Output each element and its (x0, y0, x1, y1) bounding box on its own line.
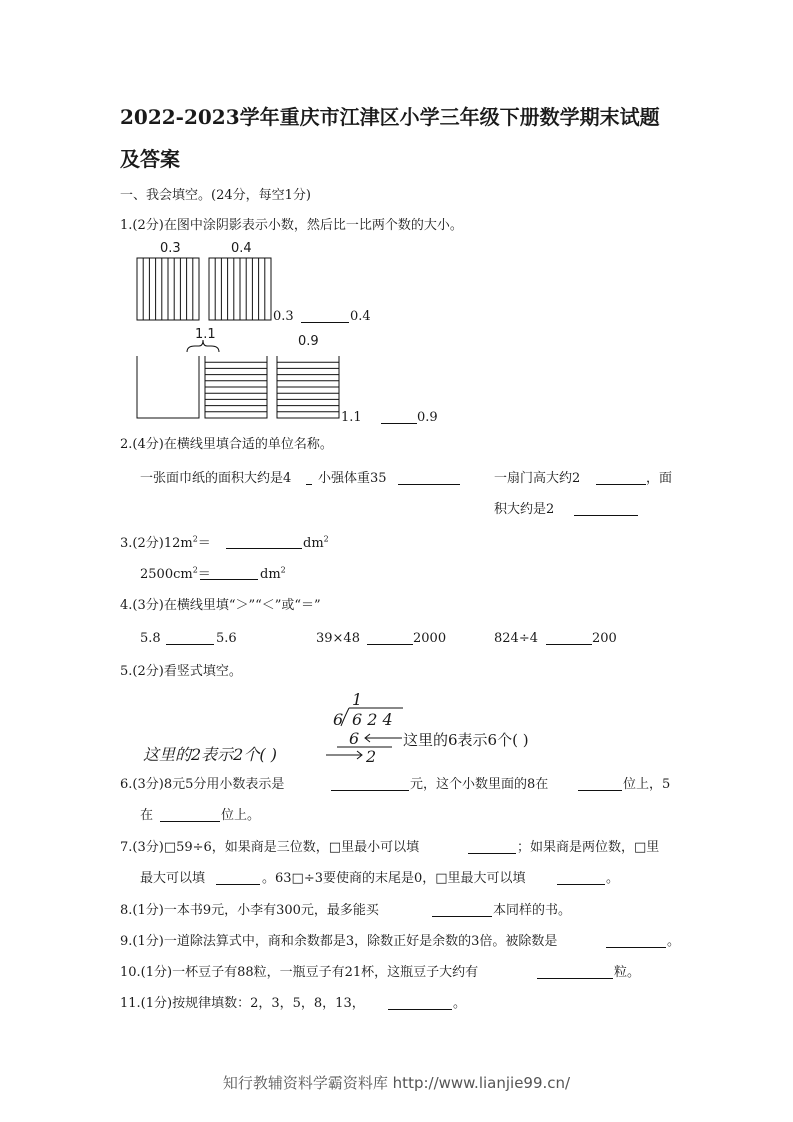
compare-1-left: 0.3 (273, 309, 294, 324)
q10-blank[interactable] (537, 978, 613, 979)
q6-blank1[interactable] (331, 790, 409, 791)
q11-part2: 。 (453, 996, 467, 1011)
q3-line2-exponent: 2 (192, 565, 198, 575)
q3-line1-unit-exponent: 2 (323, 534, 329, 544)
compare-2-left: 1.1 (341, 410, 362, 425)
q3-line2-unit-text: dm (260, 567, 281, 582)
q7-blank2[interactable] (216, 884, 260, 885)
q8-part2: 本同样的书。 (493, 903, 572, 918)
q7-blank1[interactable] (468, 853, 516, 854)
q2-part3: 一扇门高大约2 (494, 471, 581, 486)
q3-line1-exponent: 2 (192, 534, 198, 544)
q8-blank[interactable] (432, 916, 492, 917)
figure-label-d: 0.9 (298, 334, 319, 349)
section-heading: 一、我会填空。(24分，每空1分) (120, 188, 311, 203)
division-product: 6 (349, 729, 360, 748)
figure-label-b: 0.4 (231, 241, 252, 256)
q7-part3: 最大可以填 (140, 871, 206, 886)
q6-part4: 在 (140, 808, 154, 823)
page-title-line2: 及答案 (120, 147, 180, 171)
q7-part5: 。 (606, 871, 620, 886)
q7-part1: 7.(3分)□59÷6，如果商是三位数，□里最小可以填 (120, 840, 420, 855)
page-title-line1: 2022-2023学年重庆市江津区小学三年级下册数学期末试题 (120, 105, 660, 129)
question-5-text: 5.(2分)看竖式填空。 (120, 664, 242, 679)
compare-1-right: 0.4 (350, 309, 371, 324)
figure-label-a: 0.3 (160, 241, 181, 256)
q10-part1: 10.(1分)一杯豆子有88粒，一瓶豆子有21杯，这瓶豆子大约有 (120, 965, 479, 980)
division-divisor: 6 (333, 710, 344, 729)
division-dividend: 6 2 4 (352, 710, 393, 729)
q2-part1: 一张面巾纸的面积大约是4 (140, 471, 292, 486)
q3-line1-unit-text: dm (303, 536, 324, 551)
q4-a-left: 5.8 (140, 631, 161, 646)
q6-part1: 6.(3分)8元5分用小数表示是 (120, 777, 285, 792)
q7-blank3[interactable] (557, 884, 605, 885)
q11-part1: 11.(1分)按规律填数：2，3，5，8，13， (120, 996, 365, 1011)
q4-b-left: 39×48 (316, 631, 360, 646)
q3-line1-equals: ＝ (197, 536, 211, 551)
q10-part2: 粒。 (614, 965, 641, 980)
q6-part3: 位上，5 (623, 777, 671, 792)
question-4-text: 4.(3分)在横线里填“＞”“＜”或“＝” (120, 598, 321, 613)
footer-watermark[interactable]: 知行教辅资料学霸资料库 http://www.lianjie99.cn/ (222, 1074, 571, 1092)
q6-part5: 位上。 (221, 808, 261, 823)
q3-line2-label: 2500cm (140, 567, 193, 582)
q4-a-right: 5.6 (216, 631, 237, 646)
q3-line2-equals: ＝ (197, 567, 211, 582)
question-2-text: 2.(4分)在横线里填合适的单位名称。 (120, 437, 333, 452)
q9-part2: 。 (667, 934, 681, 949)
q9-part1: 9.(1分)一道除法算式中，商和余数都是3，除数正好是余数的3倍。被除数是 (120, 934, 558, 949)
q7-part2: ；如果商是两位数，□里 (517, 840, 660, 855)
q4-b-right: 2000 (413, 631, 447, 646)
division-note-left: 这里的2表示2个( ) (143, 745, 277, 764)
q2-part4: 积大约是2 (494, 502, 555, 517)
division-quotient: 1 (352, 690, 363, 709)
q9-blank[interactable] (606, 947, 666, 948)
division-remainder: 2 (366, 747, 377, 766)
division-note-right: 这里的6表示6个( ) (403, 731, 529, 749)
q2-part3-end: ，面 (646, 471, 673, 486)
figure-label-c: 1.1 (195, 327, 216, 342)
q3-line1-label: 3.(2分)12m (120, 536, 193, 551)
compare-2-right: 0.9 (417, 410, 438, 425)
q11-blank[interactable] (388, 1009, 452, 1010)
q6-blank2[interactable] (578, 790, 622, 791)
q7-part4: 。63□÷3要使商的末尾是0，□里最大可以填 (262, 871, 526, 886)
q3-line2-unit-exponent: 2 (280, 565, 286, 575)
q4-c-left: 824÷4 (494, 631, 538, 646)
q4-c-right: 200 (592, 631, 617, 646)
q6-part2: 元，这个小数里面的8在 (410, 777, 549, 792)
q2-part2: 小强体重35 (318, 471, 387, 486)
question-1-text: 1.(2分)在图中涂阴影表示小数，然后比一比两个数的大小。 (120, 218, 463, 233)
q6-blank3[interactable] (160, 821, 220, 822)
q8-part1: 8.(1分)一本书9元，小李有300元，最多能买 (120, 903, 379, 918)
